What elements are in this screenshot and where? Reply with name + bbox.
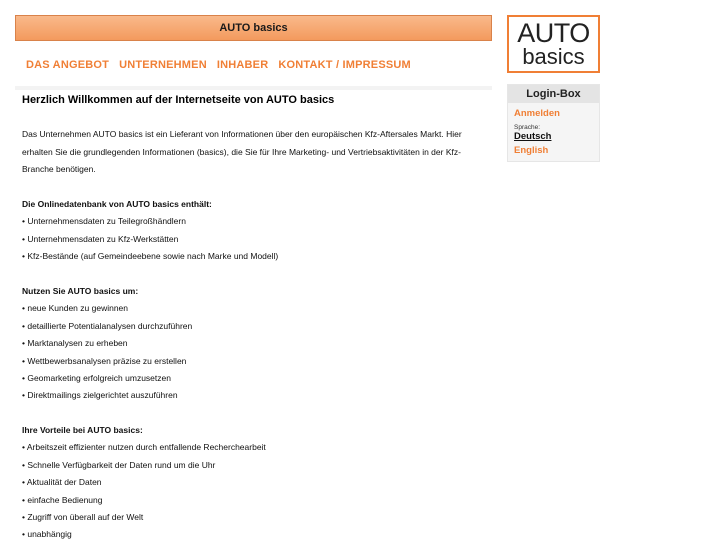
nav-item-inhaber[interactable]: INHABER [216, 59, 269, 71]
main-nav [26, 59, 411, 71]
page-title: Herzlich Willkommen auf der Internetseite von AUTO basics [22, 94, 335, 106]
auto-basics-logo[interactable] [507, 15, 600, 73]
main-content [15, 86, 492, 540]
section-heading: Die Onlinedatenbank von AUTO basics enthält: [22, 199, 212, 209]
list-item: • Kfz-Bestände (auf Gemeindeebene sowie nach Marke und Modell) [22, 251, 279, 262]
nav-item-kontakt[interactable]: KONTAKT / IMPRESSUM [278, 59, 411, 71]
list-item: • Marktanalysen zu erheben [22, 338, 128, 349]
nav-item-angebot[interactable]: DAS ANGEBOT [26, 59, 110, 71]
list-item: • detaillierte Potentialanalysen durchzuführen [22, 320, 193, 331]
section-database [22, 196, 278, 266]
language-label: Sprache: [514, 124, 541, 131]
login-box-title: Login-Box [508, 85, 599, 103]
list-item: • neue Kunden zu gewinnen [22, 303, 129, 314]
language-deutsch-link[interactable]: Deutsch [514, 131, 552, 142]
list-item: • Arbeitszeit effizienter nutzen durch entfallende Recherchearbeit [22, 442, 266, 453]
list-item: • einfache Bedienung [22, 494, 103, 505]
list-item: • Direktmailings zielgerichtet auszuführen [22, 390, 178, 401]
login-box [507, 84, 600, 162]
section-usage [22, 283, 192, 405]
list-item: • Wettbewerbsanalysen präzise zu erstellen [22, 355, 187, 366]
logo-line2: basics [522, 44, 585, 69]
header-bar [15, 15, 492, 41]
logo-line1: AUTO [517, 18, 590, 48]
list-item: • Unternehmensdaten zu Teilegroßhändlern [22, 216, 186, 227]
language-english-link[interactable]: English [514, 145, 549, 156]
section-heading: Nutzen Sie AUTO basics um: [22, 286, 139, 296]
list-item: • Schnelle Verfügbarkeit der Daten rund um die Uhr [22, 459, 216, 470]
login-link[interactable]: Anmelden [514, 108, 560, 119]
list-item: • Aktualität der Daten [22, 477, 102, 488]
list-item: • Geomarketing erfolgreich umzusetzen [22, 373, 171, 384]
section-heading: Ihre Vorteile bei AUTO basics: [22, 425, 143, 435]
list-item: • Unternehmensdaten zu Kfz-Werkstätten [22, 233, 179, 244]
intro-paragraph: Das Unternehmen AUTO basics ist ein Lieferant von Informationen über den europäischen Kfz-Aftersales Markt. Hier erhalten Sie die grundlegenden Informationen (basics), die Sie für Ihre Marketing- und Vertriebsaktivitäten in der Kfz-Branche benötigen. [22, 129, 462, 174]
section-advantages [22, 422, 266, 544]
nav-item-unternehmen[interactable]: UNTERNEHMEN [119, 59, 207, 71]
list-item: • unabhängig [22, 529, 72, 540]
list-item: • Zugriff von überall auf der Welt [22, 512, 144, 523]
header-title: AUTO basics [219, 22, 288, 34]
